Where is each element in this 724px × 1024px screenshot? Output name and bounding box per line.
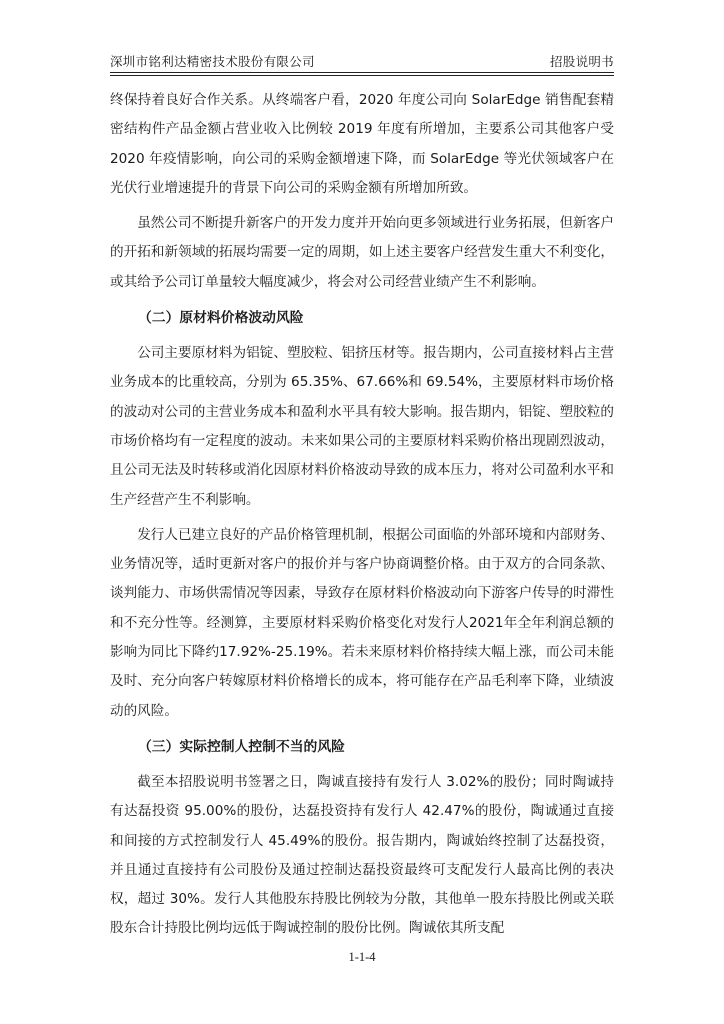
paragraph-price-mechanism: 发行人已建立良好的产品价格管理机制，根据公司面临的外部环境和内部财务、业务情况等，适时更新对客户的报价并与客户协商调整价格。由于双方的合同条款、谈判能力、市场供需情况等因素，导致存在原材料价格波动向下游客户传导的时滞性和不充分性等。经测算，主要原材料采购价格变化对发行人2021年全年利润总额的影响为同比下降约17.92%-25.19%。若未来原材料价格持续大幅上涨，而公司未能及时、充分向客户转嫁原材料价格增长的成本，将可能存在产品毛利率下降，业绩波动的风险。 xyxy=(110,526,614,719)
paragraph-continued: 终保持着良好合作关系。从终端客户看，2020 年度公司向 SolarEdge 销售配套精密结构件产品金额占营业收入比例较 2019 年度有所增加，主要系公司其他客户受 2020 年疫情影响，向公司的采购金额增速下降，而 SolarEdge 等光伏领域客户在光伏行业增速提升的背景下向公司的采购金额有所增加所致。 xyxy=(110,92,614,196)
page-number: 1-1-4 xyxy=(348,950,376,964)
paragraph-raw-material: 公司主要原材料为铝锭、塑胶粒、铝挤压材等。报告期内，公司直接材料占主营业务成本的比重较高，分别为 65.35%、67.66%和 69.54%，主要原材料市场价格的波动对公司的主营业务成本和盈利水平具有较大影响。报告期内，铝锭、塑胶粒的市场价格均有一定程度的波动。未来如果公司的主要原材料采购价格出现剧烈波动，且公司无法及时转移或消化因原材料价格波动导致的成本压力，将对公司盈利水平和生产经营产生不利影响。 xyxy=(110,345,614,508)
paragraph-controller: 截至本招股说明书签署之日，陶诚直接持有发行人 3.02%的股份；同时陶诚持有达磊投资 95.00%的股份，达磊投资持有发行人 42.47%的股份，陶诚通过直接和间接的方式控制发行人 45.49%的股份。报告期内，陶诚始终控制了达磊投资，并且通过直接持有公司股份及通过控制达磊投资最终可支配发行人最高比例的表决权，超过 30%。发行人其他股东持股比例较为分散，其他单一股东持股比例或关联股东合计持股比例均远低于陶诚控制的股份比例。陶诚依其所支配 xyxy=(110,773,614,937)
section-heading-raw-material-risk: （二）原材料价格波动风险 xyxy=(138,310,304,327)
header-document-type: 招股说明书 xyxy=(549,54,614,69)
page-header xyxy=(110,48,614,70)
header-rule-thick xyxy=(110,72,614,73)
section-heading-controller-risk: （三）实际控制人控制不当的风险 xyxy=(138,738,345,755)
document-body xyxy=(110,86,614,950)
header-rule-thin xyxy=(110,75,614,76)
paragraph-customer-risk: 虽然公司不断提升新客户的开发力度并开始向更多领域进行业务拓展，但新客户的开拓和新领域的拓展均需要一定的周期，如上述主要客户经营发生重大不利变化，或其给予公司订单量较大幅度减少，将会对公司经营业绩产生不利影响。 xyxy=(110,215,614,290)
header-company-name: 深圳市铭利达精密技术股份有限公司 xyxy=(110,54,315,69)
